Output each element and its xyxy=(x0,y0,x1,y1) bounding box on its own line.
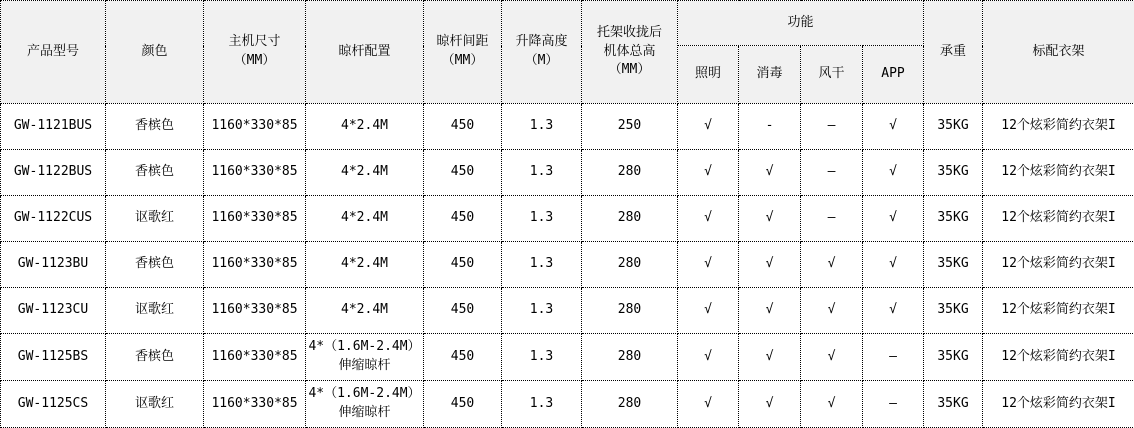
column-header-folded-height xyxy=(582,1,678,104)
cell-lighting: √ xyxy=(678,104,739,150)
cell-folded: 280 xyxy=(582,334,678,381)
cell-color: 香槟色 xyxy=(106,150,204,196)
column-header-product-model xyxy=(1,1,106,104)
cell-spacing: 450 xyxy=(424,104,502,150)
cell-hangers: 12个炫彩简约衣架I xyxy=(983,104,1134,150)
column-header-unit-size xyxy=(204,1,306,104)
cell-size: 1160*330*85 xyxy=(204,242,306,288)
cell-app: √ xyxy=(863,242,924,288)
header-text: 机体总高 xyxy=(603,44,655,59)
header-text: 风干 xyxy=(818,66,844,81)
cell-load: 35KG xyxy=(924,288,983,334)
cell-hangers: 12个炫彩简约衣架I xyxy=(983,334,1134,381)
cell-rod-config xyxy=(306,334,424,381)
cell-model: GW-1125BS xyxy=(1,334,106,381)
cell-size: 1160*330*85 xyxy=(204,381,306,428)
table-row xyxy=(1,196,1134,242)
cell-lift: 1.3 xyxy=(502,242,582,288)
cell-color: 讴歌红 xyxy=(106,381,204,428)
cell-color: 香槟色 xyxy=(106,334,204,381)
column-header-disinfect xyxy=(739,46,801,104)
cell-size: 1160*330*85 xyxy=(204,104,306,150)
cell-model: GW-1123BU xyxy=(1,242,106,288)
header-unit-text: （MM） xyxy=(442,53,484,68)
cell-color: 香槟色 xyxy=(106,242,204,288)
cell-folded: 280 xyxy=(582,196,678,242)
table-row xyxy=(1,381,1134,428)
table-row xyxy=(1,288,1134,334)
cell-spacing: 450 xyxy=(424,150,502,196)
column-header-rod-spacing xyxy=(424,1,502,104)
table-row xyxy=(1,334,1134,381)
cell-size: 1160*330*85 xyxy=(204,150,306,196)
cell-folded: 280 xyxy=(582,242,678,288)
header-text: 主机尺寸 xyxy=(228,34,280,49)
header-unit-text: （MM） xyxy=(609,62,651,77)
column-header-app xyxy=(863,46,924,104)
cell-disinfect: √ xyxy=(739,334,801,381)
cell-model: GW-1123CU xyxy=(1,288,106,334)
cell-air-dry: — xyxy=(801,196,863,242)
cell-model: GW-1122CUS xyxy=(1,196,106,242)
cell-size: 1160*330*85 xyxy=(204,334,306,381)
cell-color: 讴歌红 xyxy=(106,196,204,242)
cell-lift: 1.3 xyxy=(502,288,582,334)
cell-app: √ xyxy=(863,196,924,242)
cell-load: 35KG xyxy=(924,104,983,150)
cell-rod-config: 4*2.4M xyxy=(306,150,424,196)
cell-model: GW-1125CS xyxy=(1,381,106,428)
cell-rod-config: 4*2.4M xyxy=(306,288,424,334)
cell-folded: 250 xyxy=(582,104,678,150)
column-header-air-dry xyxy=(801,46,863,104)
cell-spacing: 450 xyxy=(424,242,502,288)
cell-load: 35KG xyxy=(924,150,983,196)
column-header-standard-hangers xyxy=(983,1,1134,104)
column-header-lighting xyxy=(678,46,739,104)
cell-hangers: 12个炫彩简约衣架I xyxy=(983,381,1134,428)
cell-model: GW-1121BUS xyxy=(1,104,106,150)
cell-app: √ xyxy=(863,288,924,334)
cell-spacing: 450 xyxy=(424,334,502,381)
header-text: 标配衣架 xyxy=(1033,44,1085,59)
cell-line: 伸缩晾杆 xyxy=(307,357,422,376)
cell-rod-config: 4*2.4M xyxy=(306,196,424,242)
cell-folded: 280 xyxy=(582,381,678,428)
cell-line: 4*（1.6M-2.4M） xyxy=(307,385,422,404)
cell-model: GW-1122BUS xyxy=(1,150,106,196)
table-row xyxy=(1,150,1134,196)
cell-rod-config: 4*2.4M xyxy=(306,242,424,288)
cell-lift: 1.3 xyxy=(502,334,582,381)
cell-lighting: √ xyxy=(678,150,739,196)
cell-disinfect: - xyxy=(739,104,801,150)
cell-line: 伸缩晾杆 xyxy=(307,404,422,423)
header-text: 承重 xyxy=(940,44,966,59)
cell-lift: 1.3 xyxy=(502,150,582,196)
column-header-load-capacity xyxy=(924,1,983,104)
cell-hangers: 12个炫彩简约衣架I xyxy=(983,196,1134,242)
cell-rod-config xyxy=(306,381,424,428)
column-header-color xyxy=(106,1,204,104)
cell-air-dry: — xyxy=(801,150,863,196)
cell-disinfect: √ xyxy=(739,381,801,428)
cell-air-dry: √ xyxy=(801,242,863,288)
cell-color: 讴歌红 xyxy=(106,288,204,334)
cell-app: — xyxy=(863,334,924,381)
header-text: 功能 xyxy=(788,15,814,30)
cell-rod-config: 4*2.4M xyxy=(306,104,424,150)
header-text: 晾杆配置 xyxy=(338,44,390,59)
cell-load: 35KG xyxy=(924,334,983,381)
cell-air-dry: √ xyxy=(801,288,863,334)
cell-disinfect: √ xyxy=(739,288,801,334)
header-text: 晾杆间距 xyxy=(436,34,488,49)
column-header-functions-group xyxy=(678,1,924,46)
cell-hangers: 12个炫彩简约衣架I xyxy=(983,242,1134,288)
header-unit-text: （MM） xyxy=(234,53,276,68)
cell-air-dry: — xyxy=(801,104,863,150)
header-text: 产品型号 xyxy=(27,44,79,59)
table-row xyxy=(1,242,1134,288)
cell-lighting: √ xyxy=(678,288,739,334)
header-row-top xyxy=(1,1,1134,46)
cell-lift: 1.3 xyxy=(502,196,582,242)
cell-load: 35KG xyxy=(924,381,983,428)
header-text: 升降高度 xyxy=(515,34,567,49)
column-header-rod-config xyxy=(306,1,424,104)
cell-disinfect: √ xyxy=(739,150,801,196)
cell-folded: 280 xyxy=(582,150,678,196)
cell-air-dry: √ xyxy=(801,381,863,428)
header-text: APP xyxy=(881,66,904,81)
cell-line: 4*（1.6M-2.4M） xyxy=(307,338,422,357)
cell-load: 35KG xyxy=(924,242,983,288)
column-header-lift-height xyxy=(502,1,582,104)
cell-app: √ xyxy=(863,104,924,150)
cell-spacing: 450 xyxy=(424,196,502,242)
header-text: 消毒 xyxy=(756,66,782,81)
table-body xyxy=(1,104,1134,428)
cell-size: 1160*330*85 xyxy=(204,196,306,242)
cell-disinfect: √ xyxy=(739,196,801,242)
cell-air-dry: √ xyxy=(801,334,863,381)
header-text: 颜色 xyxy=(141,44,167,59)
cell-hangers: 12个炫彩简约衣架I xyxy=(983,150,1134,196)
cell-color: 香槟色 xyxy=(106,104,204,150)
cell-lift: 1.3 xyxy=(502,104,582,150)
cell-lighting: √ xyxy=(678,334,739,381)
cell-lift: 1.3 xyxy=(502,381,582,428)
cell-spacing: 450 xyxy=(424,288,502,334)
cell-lighting: √ xyxy=(678,381,739,428)
cell-size: 1160*330*85 xyxy=(204,288,306,334)
cell-lighting: √ xyxy=(678,242,739,288)
header-text: 照明 xyxy=(695,66,721,81)
cell-app: √ xyxy=(863,150,924,196)
cell-spacing: 450 xyxy=(424,381,502,428)
cell-disinfect: √ xyxy=(739,242,801,288)
cell-hangers: 12个炫彩简约衣架I xyxy=(983,288,1134,334)
cell-app: — xyxy=(863,381,924,428)
table-header xyxy=(1,1,1134,104)
header-text: 托架收拢后 xyxy=(597,25,662,40)
table-row xyxy=(1,104,1134,150)
cell-lighting: √ xyxy=(678,196,739,242)
cell-folded: 280 xyxy=(582,288,678,334)
header-unit-text: （M） xyxy=(525,53,559,68)
cell-load: 35KG xyxy=(924,196,983,242)
